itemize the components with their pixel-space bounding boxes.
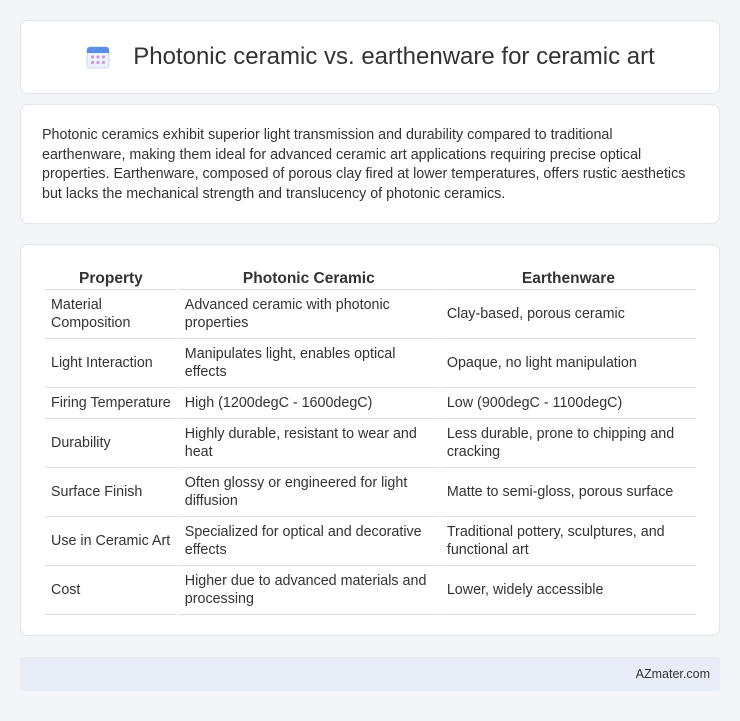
table-row — [45, 468, 696, 517]
table-row — [45, 419, 696, 468]
cell-photonic: Often glossy or engineered for light diffusion — [179, 468, 439, 517]
cell-property: Use in Ceramic Art — [45, 517, 177, 566]
title-card — [20, 20, 720, 94]
table-row — [45, 388, 696, 419]
page-title: Photonic ceramic vs. earthenware for ceramic art — [133, 43, 655, 70]
cell-property: Firing Temperature — [45, 388, 177, 419]
comparison-card — [20, 244, 720, 636]
cell-photonic: High (1200degC - 1600degC) — [179, 388, 439, 419]
cell-photonic: Higher due to advanced materials and processing — [179, 566, 439, 615]
header-earthenware: Earthenware — [441, 265, 696, 290]
table-row — [45, 339, 696, 388]
table-row — [45, 290, 696, 339]
cell-photonic: Manipulates light, enables optical effects — [179, 339, 439, 388]
table-header-row — [45, 265, 696, 290]
cell-photonic: Advanced ceramic with photonic properties — [179, 290, 439, 339]
cell-earthenware: Traditional pottery, sculptures, and functional art — [441, 517, 696, 566]
summary-card — [20, 104, 720, 224]
cell-property: Surface Finish — [45, 468, 177, 517]
cell-earthenware: Lower, widely accessible — [441, 566, 696, 615]
cell-earthenware: Clay-based, porous ceramic — [441, 290, 696, 339]
cell-property: Light Interaction — [45, 339, 177, 388]
header-property: Property — [45, 265, 177, 290]
cell-property: Cost — [45, 566, 177, 615]
calendar-icon — [85, 44, 111, 70]
cell-property: Durability — [45, 419, 177, 468]
table-row — [45, 566, 696, 615]
footer-brand: AZmater.com — [635, 667, 710, 681]
comparison-table — [43, 265, 698, 615]
summary-paragraph: Photonic ceramics exhibit superior light transmission and durability compared to traditional earthenware, making them ideal for advanced ceramic art applications requiring precise optical properties. Earthenware, composed of porous clay fired at lower temperatures, offers rustic aesthetics but lacks the mechanical strength and translucency of photonic ceramics. — [42, 127, 686, 202]
cell-earthenware: Opaque, no light manipulation — [441, 339, 696, 388]
header-photonic-ceramic: Photonic Ceramic — [179, 265, 439, 290]
cell-photonic: Highly durable, resistant to wear and heat — [179, 419, 439, 468]
table-row — [45, 517, 696, 566]
cell-earthenware: Low (900degC - 1100degC) — [441, 388, 696, 419]
cell-property: Material Composition — [45, 290, 177, 339]
footer-bar — [20, 657, 720, 691]
cell-earthenware: Matte to semi-gloss, porous surface — [441, 468, 696, 517]
cell-earthenware: Less durable, prone to chipping and cracking — [441, 419, 696, 468]
cell-photonic: Specialized for optical and decorative effects — [179, 517, 439, 566]
